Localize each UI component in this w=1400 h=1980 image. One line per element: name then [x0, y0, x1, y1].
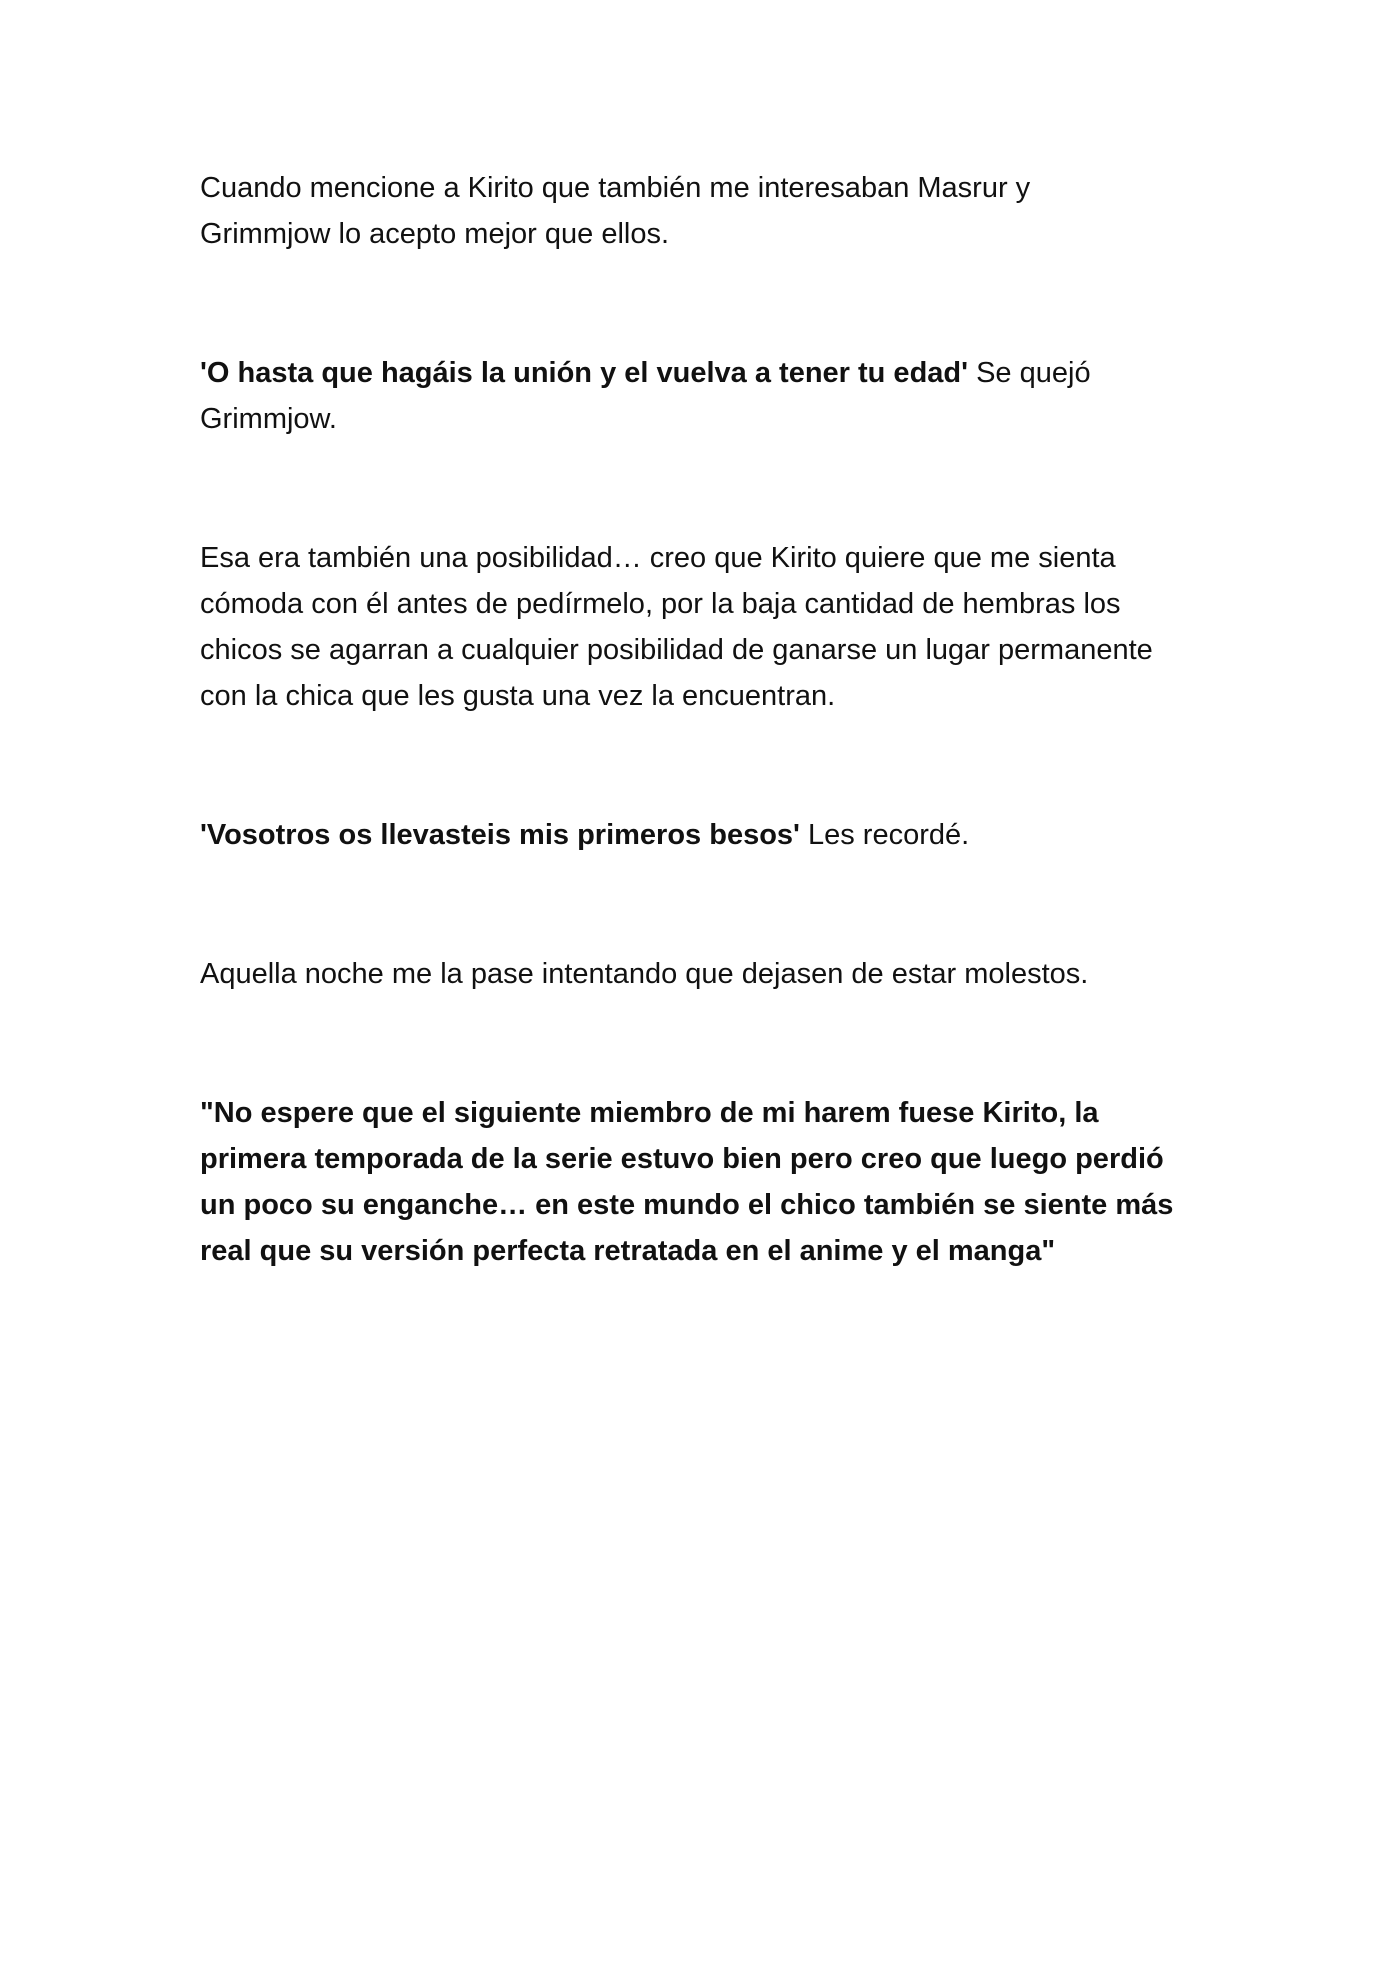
paragraph-6-thought	[200, 1090, 1200, 1274]
paragraph-3-line-3: chicos se agarran a cualquier posibilidad de ganarse un lugar permanente	[200, 634, 1153, 666]
dialogue-bold-text: 'Vosotros os llevasteis mis primeros besos'	[200, 819, 800, 851]
paragraph-6-line-4: real que su versión perfecta retratada en el anime y el manga"	[200, 1235, 1056, 1267]
paragraph-5	[200, 951, 1200, 997]
paragraph-6-line-3: un poco su enganche… en este mundo el chico también se siente más	[200, 1189, 1174, 1221]
paragraph-3-line-2: cómoda con él antes de pedírmelo, por la baja cantidad de hembras los	[200, 588, 1121, 620]
paragraph-1	[200, 165, 1200, 257]
paragraph-4-line-1	[200, 812, 1200, 858]
paragraph-3-line-1: Esa era también una posibilidad… creo que Kirito quiere que me sienta	[200, 542, 1116, 574]
paragraph-4	[200, 812, 1200, 858]
paragraph-1-line-1: Cuando mencione a Kirito que también me interesaban Masrur y	[200, 172, 1031, 204]
paragraph-3-line-4: con la chica que les gusta una vez la encuentran.	[200, 680, 836, 712]
paragraph-2-line-2: Grimmjow.	[200, 403, 337, 435]
paragraph-2	[200, 350, 1200, 442]
dialogue-bold-text: 'O hasta que hagáis la unión y el vuelva a tener tu edad'	[200, 357, 969, 389]
paragraph-5-line-1: Aquella noche me la pase intentando que dejasen de estar molestos.	[200, 958, 1089, 990]
paragraph-6-line-1: "No espere que el siguiente miembro de mi harem fuese Kirito, la	[200, 1097, 1099, 1129]
dialogue-attribution: Se quejó	[968, 357, 1091, 389]
paragraph-6-line-2: primera temporada de la serie estuvo bien pero creo que luego perdió	[200, 1143, 1164, 1175]
paragraph-2-line-1	[200, 350, 1200, 396]
paragraph-1-line-2: Grimmjow lo acepto mejor que ellos.	[200, 218, 670, 250]
paragraph-3	[200, 535, 1200, 719]
dialogue-attribution: Les recordé.	[799, 819, 970, 851]
document-body	[200, 165, 1200, 1274]
